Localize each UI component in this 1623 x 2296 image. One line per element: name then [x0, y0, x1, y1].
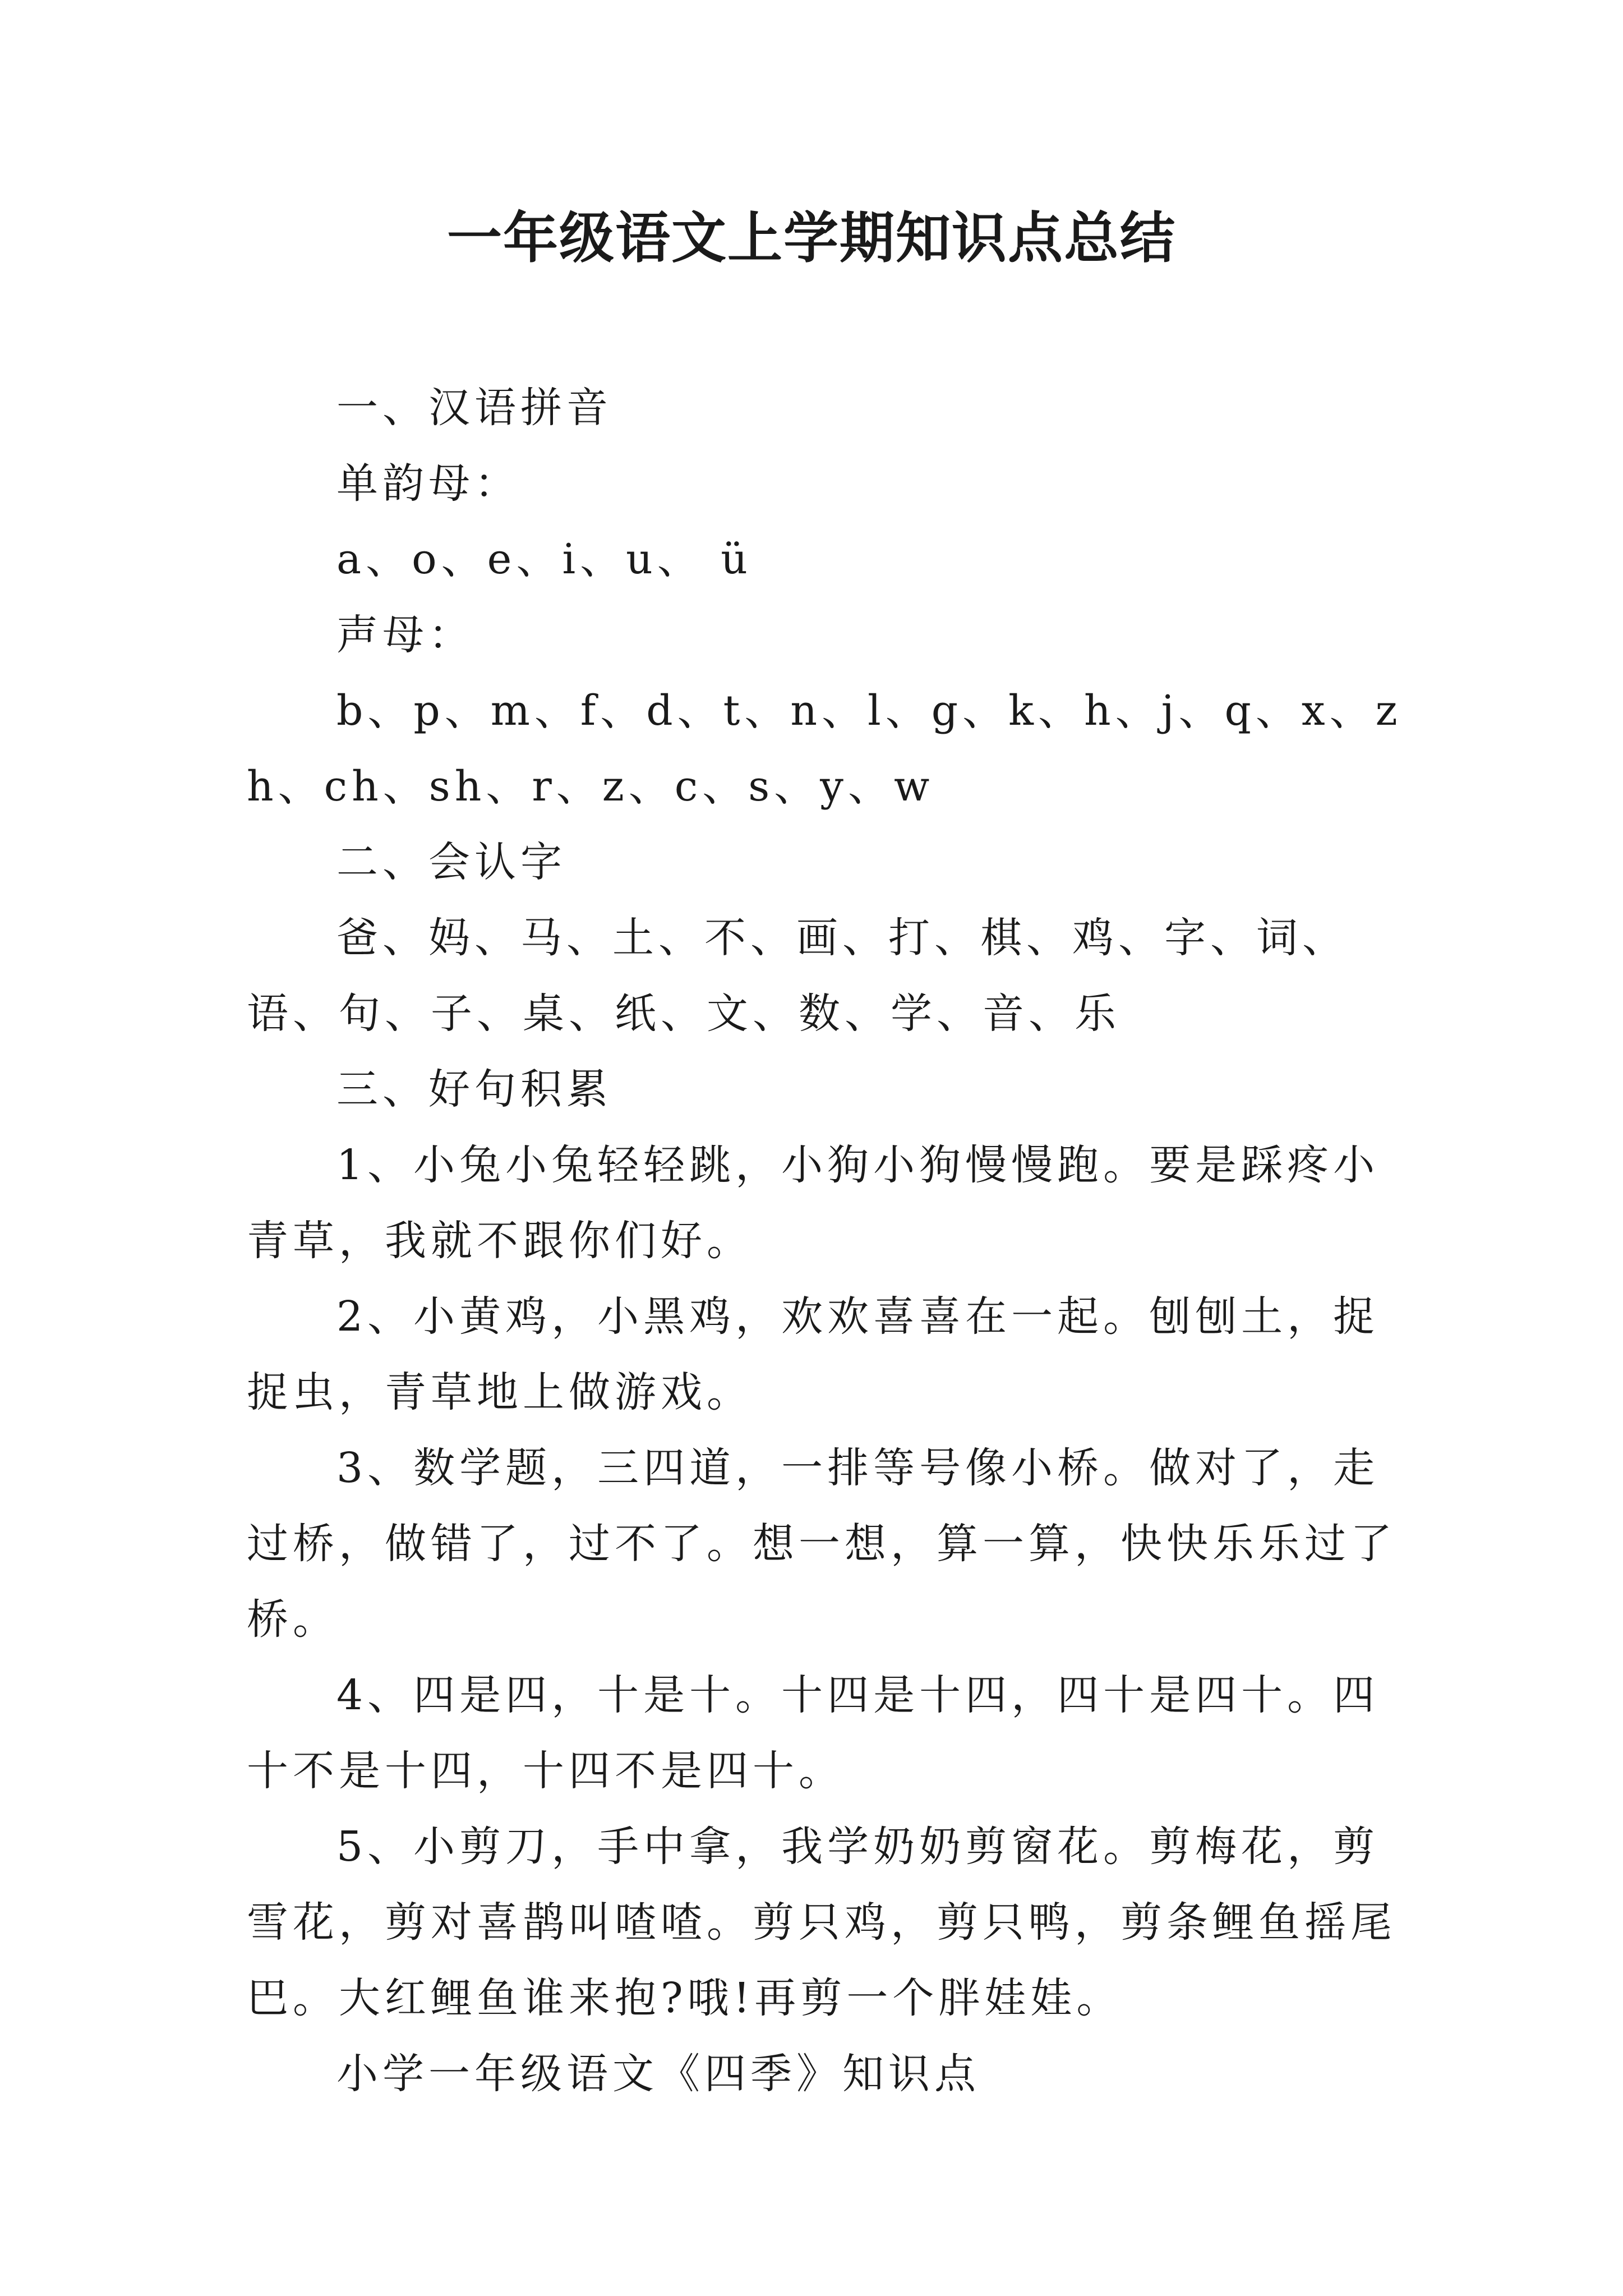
initials-list: b、p、m、f、d、t、n、l、g、k、h、j、q、x、zh、ch、sh、r、z、c、s、y、w [247, 687, 1402, 811]
section-heading-good-sentences: 三、好句积累 [336, 1065, 612, 1114]
subheading-single-vowels: 单韵母： [336, 459, 520, 508]
sentence-item-5: 5、小剪刀，手中拿，我学奶奶剪窗花。剪梅花，剪雪花，剪对喜鹊叫喳喳。剪只鸡，剪只鸭，剪条鲤鱼摇尾巴。大红鲤鱼谁来抱?哦!再剪一个胖娃娃。 [247, 1823, 1396, 2022]
single-vowels-list: a、o、e、i、u、 ü [336, 535, 752, 583]
page-title: 一年级语文上学期知识点总结 [446, 206, 1176, 270]
recognized-characters-list: 爸、妈、马、土、不、画、打、棋、鸡、字、词、语、句、子、桌、纸、文、数、学、音、乐 [247, 914, 1348, 1038]
document-body [247, 370, 1413, 2112]
section-heading-four-seasons: 小学一年级语文《四季》知识点 [336, 2050, 980, 2098]
sentence-item-3: 3、数学题，三四道，一排等号像小桥。做对了，走过桥，做错了，过不了。想一想，算一算，快快乐乐过了桥。 [247, 1444, 1396, 1644]
sentence-item-2: 2、小黄鸡，小黑鸡，欢欢喜喜在一起。刨刨土，捉捉虫，青草地上做游戏。 [247, 1292, 1380, 1416]
sentence-item-4: 4、四是四，十是十。十四是十四，四十是四十。四十不是十四，十四不是四十。 [247, 1671, 1380, 1795]
sentence-item-1: 1、小兔小兔轻轻跳，小狗小狗慢慢跑。要是踩疼小青草，我就不跟你们好。 [247, 1141, 1380, 1265]
subheading-initials: 声母： [336, 611, 474, 659]
section-heading-pinyin: 一、汉语拼音 [336, 384, 612, 432]
section-heading-recognized-characters: 二、会认字 [336, 838, 566, 886]
